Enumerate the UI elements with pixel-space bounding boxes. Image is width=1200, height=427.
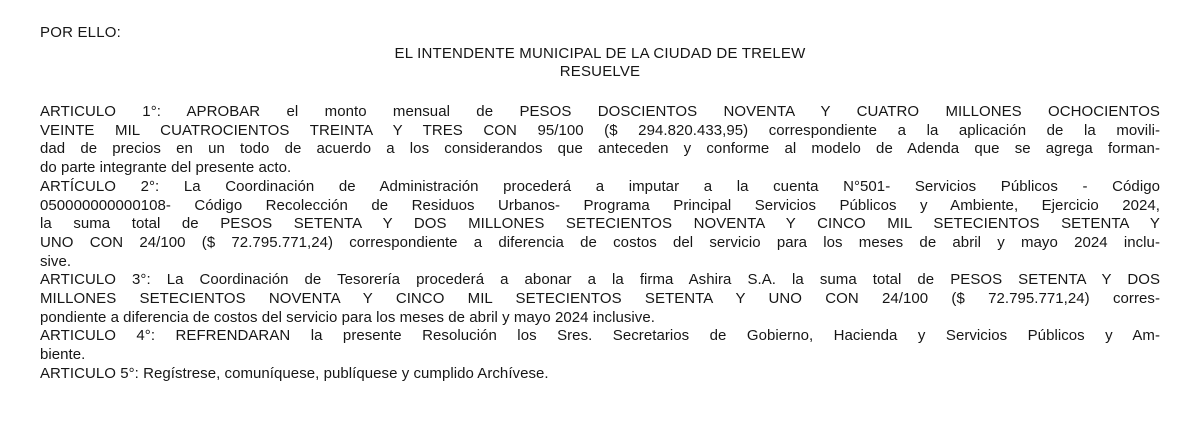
text-line: 050000000000108- Código Recolección de Residuos Urbanos- Programa Principal Servicios Públicos y Ambiente, Ejercicio 2024, bbox=[40, 196, 1160, 214]
text-line: sive. bbox=[40, 252, 72, 270]
title-intendente: EL INTENDENTE MUNICIPAL DE LA CIUDAD DE TRELEW bbox=[394, 45, 806, 62]
text-line: dad de precios en un todo de acuerdo a los considerandos que anteceden y conforme al modelo de Adenda que se agrega forman- bbox=[40, 140, 1160, 158]
articulo-1 bbox=[40, 103, 1160, 178]
text-line: MILLONES SETECIENTOS NOVENTA Y CINCO MIL SETECIENTOS SETENTA Y UNO CON 24/100 ($ 72.795.771,24) corres- bbox=[40, 290, 1160, 308]
articles-body bbox=[40, 103, 1160, 384]
title-resuelve: RESUELVE bbox=[559, 63, 641, 80]
articulo-2 bbox=[40, 178, 1160, 272]
text-line: do parte integrante del presente acto. bbox=[40, 159, 292, 177]
por-ello-heading: POR ELLO: bbox=[40, 24, 121, 41]
articulo-5 bbox=[40, 365, 1160, 384]
text-line: ARTICULO 3°: La Coordinación de Tesorería procederá a abonar a la firma Ashira S.A. la suma total de PESOS SETENTA Y DOS bbox=[40, 271, 1160, 289]
articulo-3 bbox=[40, 271, 1160, 327]
text-line: biente. bbox=[40, 346, 86, 364]
text-line: la suma total de PESOS SETENTA Y DOS MILLONES SETECIENTOS NOVENTA Y CINCO MIL SETECIENTOS SETENTA Y bbox=[40, 215, 1160, 233]
text-line: UNO CON 24/100 ($ 72.795.771,24) correspondiente a diferencia de costos del servicio para los meses de abril y mayo 2024 inclu- bbox=[40, 233, 1160, 251]
text-line: ARTÍCULO 2°: La Coordinación de Administración procederá a imputar a la cuenta N°501- Servicios Públicos - Código bbox=[40, 177, 1160, 195]
text-line: ARTICULO 4°: REFRENDARAN la presente Resolución los Sres. Secretarios de Gobierno, Hacienda y Servicios Públicos y Am- bbox=[40, 327, 1160, 345]
text-line: VEINTE MIL CUATROCIENTOS TREINTA Y TRES CON 95/100 ($ 294.820.433,95) correspondiente a la aplicación de la movili- bbox=[40, 121, 1160, 139]
articulo-4 bbox=[40, 327, 1160, 364]
text-line: ARTICULO 1°: APROBAR el monto mensual de PESOS DOSCIENTOS NOVENTA Y CUATRO MILLONES OCHOCIENTOS bbox=[40, 103, 1160, 120]
text-line: ARTICULO 5°: Regístrese, comuníquese, publíquese y cumplido Archívese. bbox=[40, 364, 549, 382]
text-line: pondiente a diferencia de costos del servicio para los meses de abril y mayo 2024 inclusive. bbox=[40, 308, 655, 326]
